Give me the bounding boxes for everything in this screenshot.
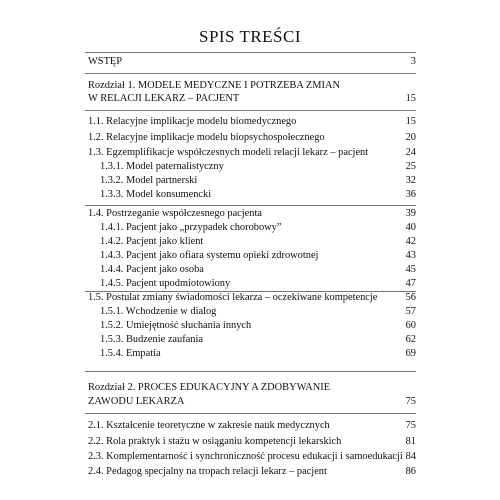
toc-entry-text: 2.1. Kształcenie teoretyczne w zakresie nauk medycznych bbox=[88, 420, 330, 431]
toc-subentry bbox=[0, 347, 500, 361]
toc-entry-text: Rozdział 1. MODELE MEDYCZNE I POTRZEBA ZMIAN bbox=[88, 80, 340, 91]
toc-entry-text: 1.5. Postulat zmiany świadomości lekarza – oczekiwane kompetencje bbox=[88, 292, 378, 303]
toc-subentry bbox=[0, 305, 500, 319]
toc-entry-text: 1.1. Relacyjne implikacje modelu biomedycznego bbox=[88, 116, 297, 127]
divider bbox=[85, 413, 416, 414]
toc-entry-text: 1.3.3. Model konsumencki bbox=[100, 189, 212, 200]
toc-subentry bbox=[0, 277, 500, 291]
toc-subentry bbox=[0, 319, 500, 333]
toc-entry-page: 40 bbox=[405, 222, 416, 233]
toc-subentry bbox=[0, 333, 500, 347]
divider bbox=[85, 110, 416, 111]
toc-entry-page: 24 bbox=[405, 147, 416, 158]
toc-entry-text: 1.3.2. Model partnerski bbox=[100, 175, 198, 186]
toc-entry-page: 62 bbox=[405, 334, 416, 345]
toc-entry-page: 32 bbox=[405, 175, 416, 186]
toc-entry-page: 15 bbox=[405, 93, 416, 104]
toc-entry-page: 20 bbox=[405, 132, 416, 143]
toc-entry-page: 56 bbox=[405, 292, 416, 303]
toc-entry bbox=[0, 207, 500, 221]
toc-entry bbox=[0, 291, 500, 305]
toc-subentry bbox=[0, 174, 500, 188]
divider bbox=[85, 371, 416, 372]
toc-entry-page: 86 bbox=[405, 466, 416, 477]
toc-entry-text: Rozdział 2. PROCES EDUKACYJNY A ZDOBYWANIE bbox=[88, 382, 331, 393]
toc-entry-page: 43 bbox=[405, 250, 416, 261]
divider bbox=[85, 52, 416, 53]
toc-entry-page: 47 bbox=[405, 278, 416, 289]
toc-subentry bbox=[0, 188, 500, 202]
toc-entry-text: 1.4.1. Pacjent jako „przypadek chorobowy” bbox=[100, 222, 282, 233]
toc-entry-text: 1.5.1. Wchodzenie w dialog bbox=[100, 306, 217, 317]
toc-entry-page: 75 bbox=[405, 420, 416, 431]
toc-entry-text: ZAWODU LEKARZA bbox=[88, 396, 185, 407]
toc-entry-text: 1.4.5. Pacjent upodmiotowiony bbox=[100, 278, 231, 289]
toc-entry-page: 81 bbox=[405, 436, 416, 447]
toc-entry-page: 60 bbox=[405, 320, 416, 331]
toc-entry bbox=[0, 55, 500, 69]
toc-entry bbox=[0, 131, 500, 145]
toc-entry-text: 1.3. Egzemplifikacje współczesnych modeli relacji lekarz – pacjent bbox=[88, 147, 369, 158]
toc-entry-text: 2.4. Pedagog specjalny na tropach relacji lekarz – pacjent bbox=[88, 466, 327, 477]
toc-chapter-heading bbox=[0, 92, 500, 106]
toc-subentry bbox=[0, 263, 500, 277]
toc-entry-page: 57 bbox=[405, 306, 416, 317]
toc-entry bbox=[0, 435, 500, 449]
toc-entry-page: 39 bbox=[405, 208, 416, 219]
toc-entry-page: 75 bbox=[405, 396, 416, 407]
toc-entry-text: 1.4. Postrzeganie współczesnego pacjenta bbox=[88, 208, 262, 219]
toc-subentry bbox=[0, 235, 500, 249]
toc-entry-page: 15 bbox=[405, 116, 416, 127]
toc-entry bbox=[0, 115, 500, 129]
toc-subentry bbox=[0, 221, 500, 235]
toc-entry-page: 45 bbox=[405, 264, 416, 275]
toc-entry-text: 1.3.1. Model paternalistyczny bbox=[100, 161, 224, 172]
toc-chapter-heading bbox=[0, 79, 500, 93]
toc-entry bbox=[0, 450, 500, 464]
toc-entry-page: 3 bbox=[410, 56, 416, 67]
toc-entry-text: 2.2. Rola praktyk i stażu w osiąganiu kompetencji lekarskich bbox=[88, 436, 342, 447]
toc-subentry bbox=[0, 160, 500, 174]
toc-entry-text: 1.5.2. Umiejętność słuchania innych bbox=[100, 320, 252, 331]
toc-entry-page: 84 bbox=[405, 451, 416, 462]
toc-entry-page: 25 bbox=[405, 161, 416, 172]
toc-entry-text: 1.2. Relacyjne implikacje modelu biopsychospołecznego bbox=[88, 132, 325, 143]
toc-entry-text: W RELACJI LEKARZ – PACJENT bbox=[88, 93, 240, 104]
toc-chapter-heading bbox=[0, 395, 500, 409]
toc-entry-text: 1.5.3. Budzenie zaufania bbox=[100, 334, 203, 345]
toc-entry-text: 2.3. Komplementarność i synchroniczność procesu edukacji i samoedukacji bbox=[88, 451, 403, 462]
divider bbox=[85, 205, 416, 206]
toc-entry-text: 1.4.4. Pacjent jako osoba bbox=[100, 264, 204, 275]
toc-entry-page: 69 bbox=[405, 348, 416, 359]
divider bbox=[85, 73, 416, 74]
toc-entry-text: 1.4.3. Pacjent jako ofiara systemu opieki zdrowotnej bbox=[100, 250, 319, 261]
toc-entry bbox=[0, 465, 500, 479]
toc-entry bbox=[0, 146, 500, 160]
toc-entry-text: 1.5.4. Empatia bbox=[100, 348, 161, 359]
toc-chapter-heading bbox=[0, 381, 500, 395]
toc-entry-text: WSTĘP bbox=[88, 56, 123, 67]
toc-entry-text: 1.4.2. Pacjent jako klient bbox=[100, 236, 204, 247]
toc-subentry bbox=[0, 249, 500, 263]
page-title: SPIS TREŚCI bbox=[198, 27, 302, 46]
toc-entry-page: 42 bbox=[405, 236, 416, 247]
toc-entry bbox=[0, 419, 500, 433]
toc-entry-page: 36 bbox=[405, 189, 416, 200]
